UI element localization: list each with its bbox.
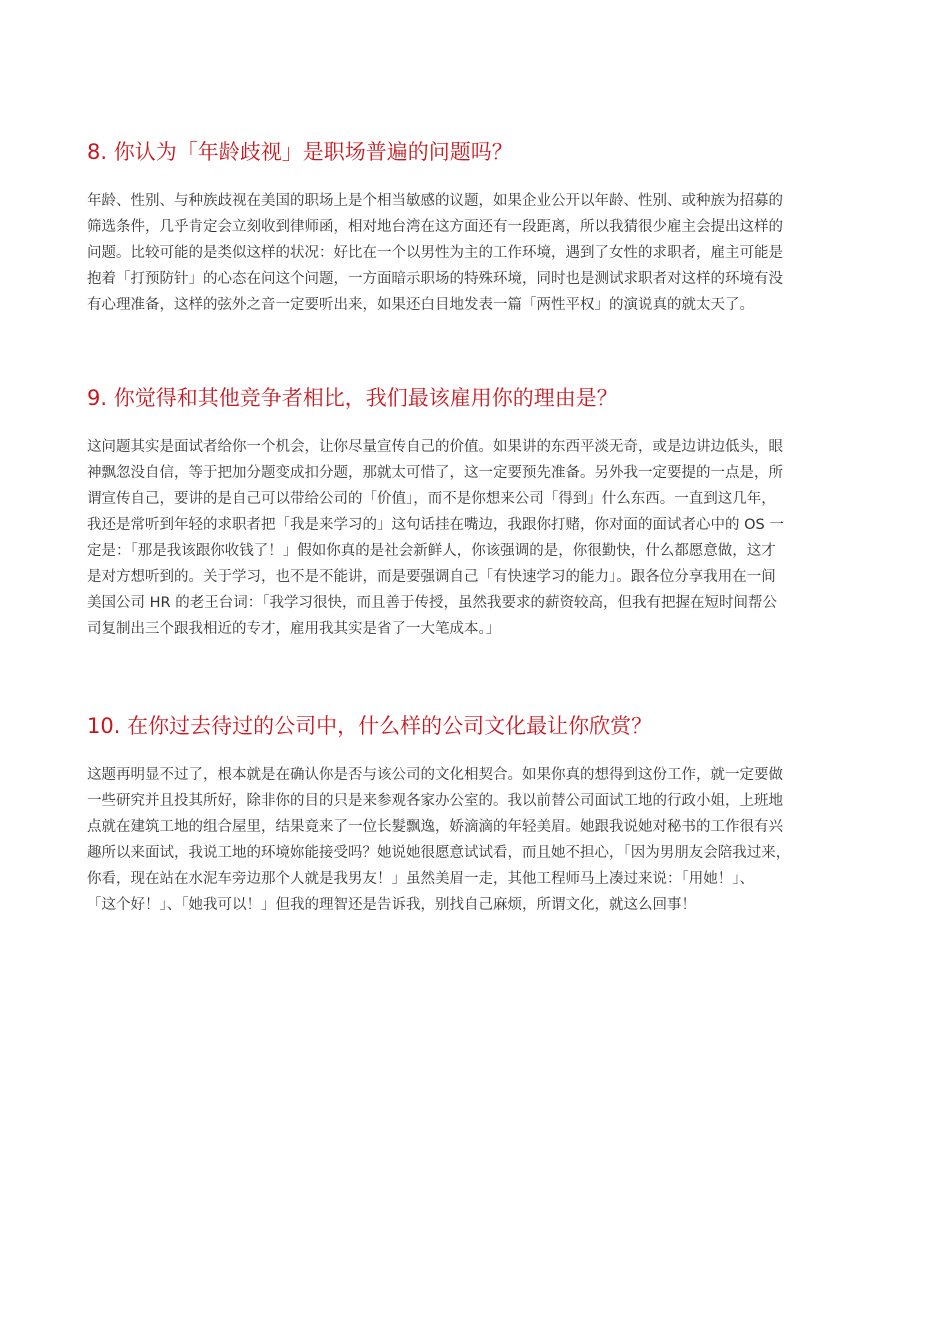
- question-8-section: [87, 138, 865, 318]
- question-9-body: [87, 434, 865, 642]
- question-8-body: [87, 188, 865, 318]
- body-line: 筛选条件，几乎肯定会立刻收到律师函，相对地台湾在这方面还有一段距离，所以我猜很少雇主会提出这样的: [87, 219, 783, 235]
- question-10-section: [87, 712, 865, 918]
- body-line: 这问题其实是面试者给你一个机会，让你尽量宣传自己的价值。如果讲的东西平淡无奇，或是边讲边低头，眼: [87, 439, 783, 455]
- body-line: 点就在建筑工地的组合屋里，结果竟来了一位长髮飘逸，娇滴滴的年轻美眉。她跟我说她对秘书的工作很有兴: [87, 819, 783, 835]
- body-line: 是对方想听到的。关于学习，也不是不能讲，而是要强调自己「有快速学习的能力」。跟各位分享我用在一间: [87, 569, 776, 585]
- body-line: 定是：「那是我该跟你收钱了！」假如你真的是社会新鲜人，你该强调的是，你很勤快，什么都愿意做，这才: [87, 543, 776, 559]
- body-line: 司复制出三个跟我相近的专才，雇用我其实是省了一大笔成本。」: [87, 621, 501, 637]
- body-line: 趣所以来面试，我说工地的环境妳能接受吗？她说她很愿意试试看，而且她不担心，「因为男朋友会陪我过来，: [87, 845, 791, 861]
- question-8-title: 8. 你认为「年龄歧视」是职场普遍的问题吗？: [87, 140, 513, 164]
- question-10-body: [87, 762, 865, 918]
- body-line: 问题。比较可能的是类似这样的状况：好比在一个以男性为主的工作环境，遇到了女性的求职者，雇主可能是: [87, 245, 783, 261]
- question-9-section: [87, 384, 865, 642]
- body-line: 一些研究并且投其所好，除非你的目的只是来参观各家办公室的。我以前替公司面试工地的行政小姐，上班地: [87, 793, 783, 809]
- body-line: 有心理准备，这样的弦外之音一定要听出来，如果还白目地发表一篇「两性平权」的演说真的就太天了。: [87, 297, 754, 313]
- body-line: 抱着「打预防针」的心态在问这个问题，一方面暗示职场的特殊环境，同时也是测试求职者对这样的环境有没: [87, 271, 783, 287]
- body-line: 我还是常听到年轻的求职者把「我是来学习的」这句话挂在嘴边，我跟你打赌，你对面的面试者心中的 OS 一: [87, 517, 784, 533]
- question-10-title: 10. 在你过去待过的公司中，什么样的公司文化最让你欣赏？: [87, 714, 653, 738]
- body-line: 你看，现在站在水泥车旁边那个人就是我男友！」虽然美眉一走，其他工程师马上凑过来说：「用她！」、: [87, 871, 754, 887]
- body-line: 谓宣传自己，要讲的是自己可以带给公司的「价值」，而不是你想来公司「得到」什么东西。一直到这几年，: [87, 491, 776, 507]
- body-line: 这题再明显不过了，根本就是在确认你是否与该公司的文化相契合。如果你真的想得到这份工作，就一定要做: [87, 767, 783, 783]
- body-line: 神飘忽没自信，等于把加分题变成扣分题，那就太可惜了，这一定要预先准备。另外我一定要提的一点是，所: [87, 465, 783, 481]
- body-line: 美国公司 HR 的老王台词：「我学习很快，而且善于传授，虽然我要求的薪资较高，但我有把握在短时间帮公: [87, 595, 777, 611]
- body-line: 年龄、性别、与种族歧视在美国的职场上是个相当敏感的议题，如果企业公开以年龄、性别、或种族为招募的: [87, 193, 783, 209]
- body-line: 「这个好！」、「她我可以！」但我的理智还是告诉我，别找自己麻烦，所谓文化，就这么回事！: [87, 897, 696, 913]
- question-9-title: 9. 你觉得和其他竞争者相比，我们最该雇用你的理由是？: [87, 386, 618, 410]
